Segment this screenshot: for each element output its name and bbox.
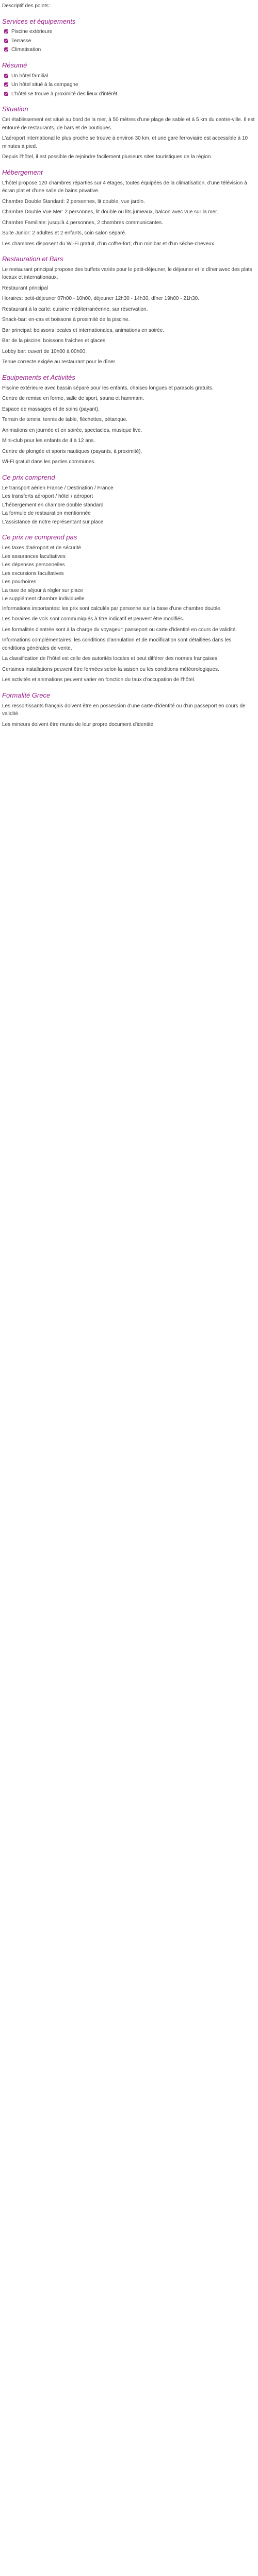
services-list [2, 28, 256, 54]
paragraph: Restaurant à la carte: cuisine méditerranéenne, sur réservation. [2, 306, 148, 312]
paragraph: Restaurant principal [2, 285, 48, 291]
paragraph: L'aéroport international le plus proche se trouve à environ 30 km, et une gare ferroviaire est accessible à 10 minutes à pied. [2, 135, 248, 149]
compris-list [2, 484, 256, 527]
list-item: La formule de restauration mentionnée [2, 511, 91, 517]
paragraph: Animations en journée et en soirée, spectacles, musique live. [2, 427, 142, 433]
check-icon [4, 82, 8, 87]
check-icon [4, 74, 8, 78]
paragraph: Bar de la piscine: boissons fraîches et glaces. [2, 338, 107, 344]
paragraph: Le restaurant principal propose des buffets variés pour le petit-déjeuner, le déjeuner et le dîner avec des plats locaux et internationaux. [2, 266, 252, 281]
list-item: Les transferts aéroport / hôtel / aéroport [2, 494, 93, 500]
list-item: Piscine extérieure [2, 28, 256, 36]
paragraph: Terrain de tennis, tennis de table, fléchettes, pétanque. [2, 417, 127, 423]
list-item: Un hôtel situé à la campagne [2, 81, 256, 89]
check-icon [4, 47, 8, 52]
paragraph: Wi-Fi gratuit dans les parties communes. [2, 459, 96, 465]
section-title-formalites: Formalité Grece [2, 691, 51, 699]
list-item: Climatisation [2, 46, 256, 54]
check-icon [4, 92, 8, 96]
paragraph: Snack-bar: en-cas et boissons à proximité de la piscine. [2, 317, 130, 323]
section-title-situation: Situation [2, 105, 28, 113]
paragraph: Bar principal: boissons locales et internationales, animations en soirée. [2, 327, 165, 333]
paragraph: La classification de l'hôtel est celle des autorités locales et peut différer des normes françaises. [2, 656, 219, 662]
section-title-services: Services et équipements [2, 17, 76, 25]
paragraph: Informations complémentaires: les conditions d'annulation et de modification sont détaillées dans les conditions générales de vente. [2, 637, 232, 651]
paragraph: Piscine extérieure avec bassin séparé pour les enfants, chaises longues et parasols gratuits. [2, 385, 214, 391]
paragraph: Certaines installations peuvent être fermées selon la saison ou les conditions météorologiques. [2, 666, 219, 672]
paragraph: Lobby bar: ouvert de 10h00 à 00h00. [2, 348, 87, 354]
list-item: Un hôtel familial [2, 72, 256, 80]
paragraph: Centre de remise en forme, salle de sport, sauna et hammam. [2, 396, 144, 402]
paragraph: Espace de massages et de soins (payant). [2, 406, 100, 412]
paragraph: Chambre Familiale: jusqu'à 4 personnes, 2 chambres communicantes. [2, 219, 164, 226]
section-title-restauration: Restauration et Bars [2, 255, 63, 263]
list-item: Le transport aérien France / Destination / France [2, 485, 114, 491]
list-item: Les pourboires [2, 579, 37, 585]
list-item: L'hébergement en chambre double standard [2, 502, 104, 508]
list-item: Terrasse [2, 37, 256, 45]
list-item: L'hôtel se trouve à proximité des lieux d'intérêt [2, 90, 256, 98]
list-item: Les excursions facultatives [2, 570, 64, 577]
paragraph: Mini-club pour les enfants de 4 à 12 ans. [2, 438, 95, 444]
noncompris-list [2, 544, 256, 603]
section-title-noncompris: Ce prix ne comprend pas [2, 533, 77, 541]
paragraph: Les activités et animations peuvent varier en fonction du taux d'occupation de l'hôtel. [2, 677, 196, 683]
paragraph: Cet établissement est situé au bord de la mer, à 50 mètres d'une plage de sable et à 5 km du centre-ville. Il est entouré de restaurants, de bars et de boutiques. [2, 117, 255, 131]
section-title-equipements: Equipements et Activités [2, 373, 75, 381]
intro-text: Descriptif des points: [2, 3, 50, 9]
list-item: Les assurances facultatives [2, 553, 66, 560]
paragraph: Les mineurs doivent être munis de leur propre document d'identité. [2, 721, 155, 727]
list-item: Le supplément chambre individuelle [2, 596, 85, 602]
list-item: L'assistance de notre représentant sur place [2, 519, 104, 525]
paragraph: Les horaires de vols sont communiqués à titre indicatif et peuvent être modifiés. [2, 616, 184, 622]
paragraph: Horaires: petit-déjeuner 07h00 - 10h00, déjeuner 12h30 - 14h30, dîner 19h00 - 21h30. [2, 296, 199, 302]
paragraph: L'hôtel propose 120 chambres réparties sur 4 étages, toutes équipées de la climatisation, d'une télévision à écran plat et d'une salle de bains privative. [2, 180, 247, 194]
check-icon [4, 29, 8, 33]
paragraph: Les ressortissants français doivent être en possession d'une carte d'identité ou d'un passeport en cours de validité. [2, 703, 246, 717]
paragraph: Tenue correcte exigée au restaurant pour le dîner. [2, 359, 117, 365]
list-item: Les dépenses personnelles [2, 562, 65, 568]
check-icon [4, 39, 8, 43]
section-title-hebergement: Hébergement [2, 168, 43, 176]
section-title-compris: Ce prix comprend [2, 473, 55, 481]
section-title-resume: Résumé [2, 61, 27, 69]
list-item: La taxe de séjour à régler sur place [2, 587, 83, 594]
paragraph: Les chambres disposent du Wi-Fi gratuit, d'un coffre-fort, d'un minibar et d'un sèche-cheveux. [2, 241, 216, 247]
paragraph: Chambre Double Vue Mer: 2 personnes, lit double ou lits jumeaux, balcon avec vue sur la mer. [2, 209, 218, 215]
list-item: Les taxes d'aéroport et de sécurité [2, 545, 82, 551]
paragraph: Centre de plongée et sports nautiques (payants, à proximité). [2, 448, 142, 454]
paragraph: Informations importantes: les prix sont calculés par personne sur la base d'une chambre double. [2, 605, 222, 612]
paragraph: Suite Junior: 2 adultes et 2 enfants, coin salon séparé. [2, 230, 126, 236]
paragraph: Depuis l'hôtel, il est possible de rejoindre facilement plusieurs sites touristiques de la région. [2, 154, 213, 160]
resume-list [2, 72, 256, 98]
paragraph: Les formalités d'entrée sont à la charge du voyageur: passeport ou carte d'identité en cours de validité. [2, 626, 237, 633]
paragraph: Chambre Double Standard: 2 personnes, lit double, vue jardin. [2, 198, 145, 205]
